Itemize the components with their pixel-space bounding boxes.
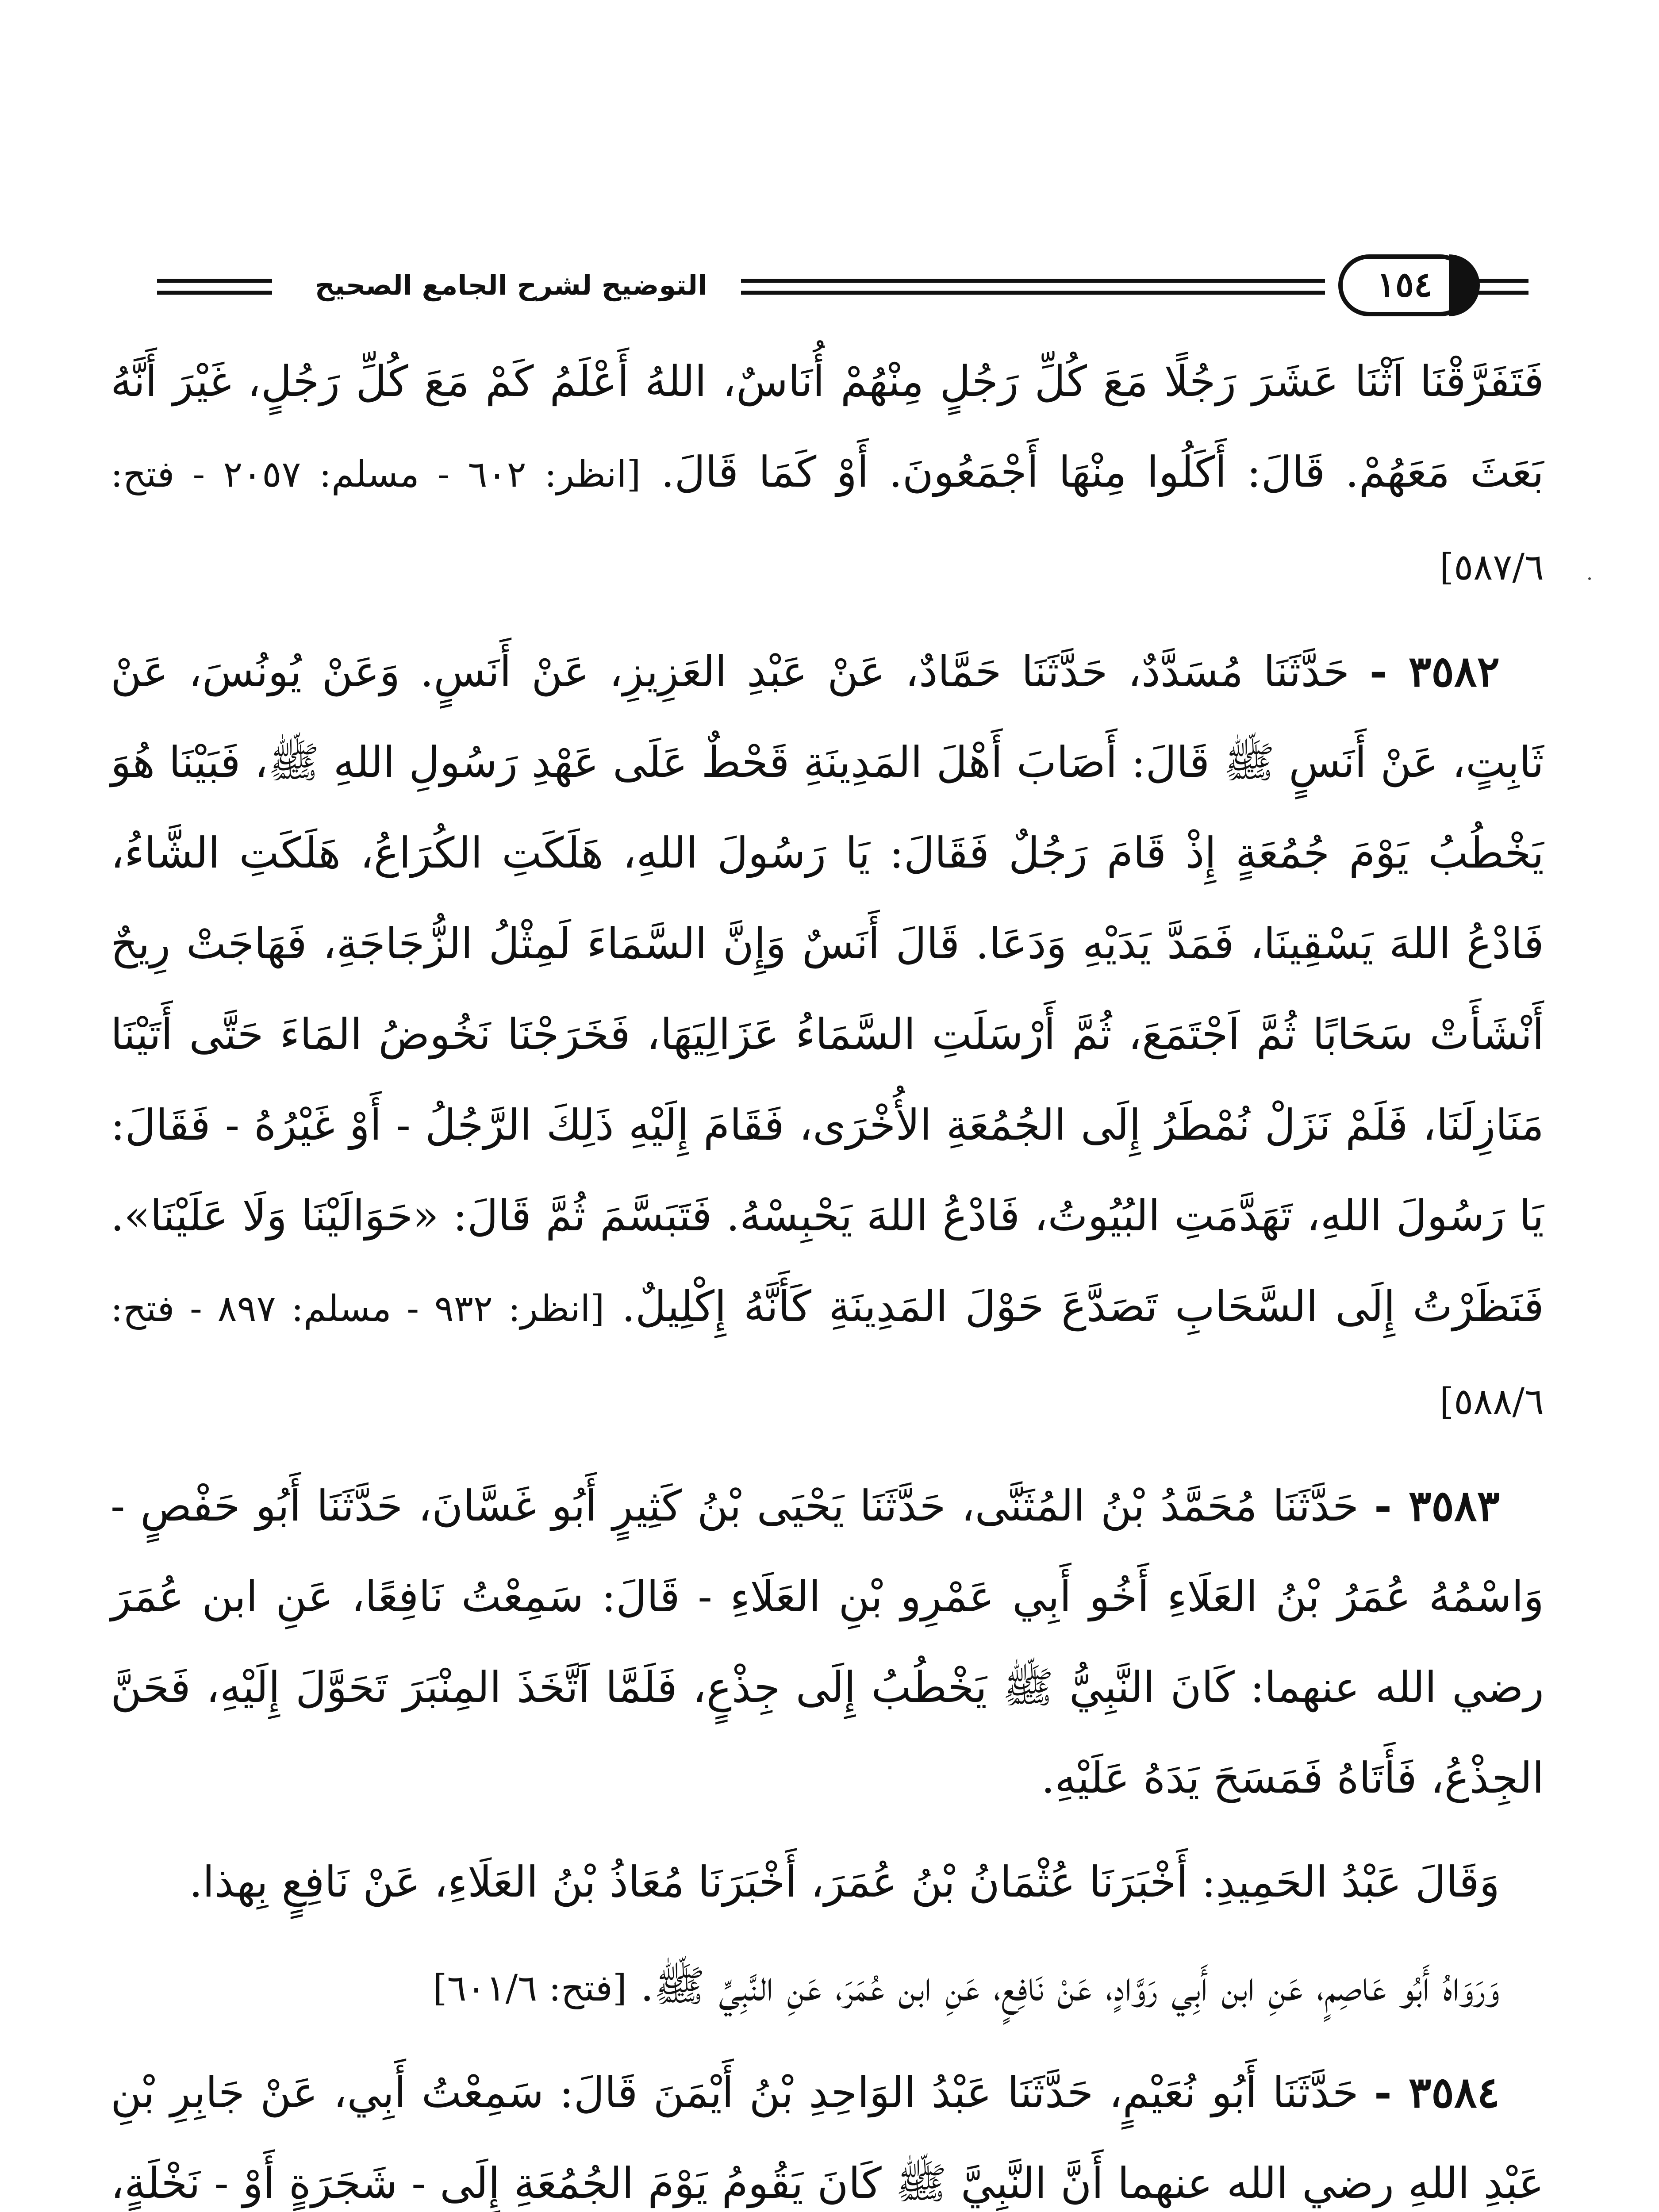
paragraph-text: حَدَّثَنَا أَبُو نُعَيْمٍ، حَدَّثَنَا عَبْدُ الوَاحِدِ بْنُ أَيْمَنَ قَالَ: سَمِعْتُ أَبِي، عَنْ جَابِرِ بْنِ عَبْدِ اللهِ رضي الله عنهما أَنَّ النَّبِيَّ ﷺ كَانَ يَقُومُ يَوْمَ الجُمُعَةِ إِلَى - شَجَرَةٍ أَوْ - نَخْلَةٍ، [111,2068,1544,2208]
margin-dot [1588,577,1591,580]
cross-reference: [فتح: ٦٠١/٦] [433,1967,627,2009]
hadith-number: ٣٥٨٣ - [1374,1481,1500,1531]
paragraph-text: فَتَفَرَّقْنَا اَثْنَا عَشَرَ رَجُلًا مَعَ كُلِّ رَجُلٍ مِنْهُمْ أُنَاسٌ، اللهُ أَعْلَمُ كَمْ مَعَ كُلِّ رَجُلٍ، غَيْرَ أَنَّهُ بَعَثَ مَعَهُمْ. قَالَ: أَكَلُوا مِنْهَا أَجْمَعُونَ. أَوْ كَمَا قَالَ. [111,357,1544,497]
hadith-3582 [111,626,1544,1447]
hadith-number: ٣٥٨٢ - [1369,646,1500,696]
hadith-3584 [111,2047,1544,2212]
header-rule-right [1467,279,1528,295]
cross-reference: [انظر: ٩٣٢ - مسلم: ٨٩٧ - فتح: ٥٨٨/٦] [111,1288,1544,1423]
paragraph-text: حَدَّثَنَا مُحَمَّدُ بْنُ المُثَنَّى، حَدَّثَنَا يَحْيَى بْنُ كَثِيرٍ أَبُو غَسَّانَ، حَدَّثَنَا أَبُو حَفْصٍ - وَاسْمُهُ عُمَرُ بْنُ العَلَاءِ أَخُو أَبِي عَمْرِو بْنِ العَلَاءِ - قَالَ: سَمِعْتُ نَافِعًا، عَنِ ابن عُمَرَ رضي الله عنهما: كَانَ النَّبِيُّ ﷺ يَخْطُبُ إِلَى جِذْعٍ، فَلَمَّا اَتَّخَذَ المِنْبَرَ تَحَوَّلَ إِلَيْهِ، فَحَنَّ الجِذْعُ، فَأَتَاهُ فَمَسَحَ يَدَهُ عَلَيْهِ. [111,1481,1544,1803]
narration-abu-asim [111,1941,1544,2034]
header-rule-middle [741,279,1325,295]
page-number: ١٥٤ [1338,254,1471,316]
paragraph-text: حَدَّثَنَا مُسَدَّدٌ، حَدَّثَنَا حَمَّادٌ، عَنْ عَبْدِ العَزِيزِ، عَنْ أَنَسٍ. وَعَنْ يُونُسَ، عَنْ ثَابِتٍ، عَنْ أَنَسٍ ﷺ قَالَ: أَصَابَ أَهْلَ المَدِينَةِ قَحْطٌ عَلَى عَهْدِ رَسُولِ اللهِ ﷺ، فَبَيْنَا هُوَ يَخْطُبُ يَوْمَ جُمُعَةٍ إِذْ قَامَ رَجُلٌ فَقَالَ: يَا رَسُولَ اللهِ، هَلَكَتِ الكُرَاعُ، هَلَكَتِ الشَّاءُ، فَادْعُ اللهَ يَسْقِينَا، فَمَدَّ يَدَيْهِ وَدَعَا. قَالَ أَنَسٌ وَإِنَّ السَّمَاءَ لَمِثْلُ الزُّجَاجَةِ، فَهَاجَتْ رِيحٌ أَنْشَأَتْ سَحَابًا ثُمَّ اَجْتَمَعَ، ثُمَّ أَرْسَلَتِ السَّمَاءُ عَزَالِيَهَا، فَخَرَجْنَا نَخُوضُ المَاءَ حَتَّى أَتَيْنَا مَنَازِلَنَا، فَلَمْ نَزَلْ نُمْطَرُ إِلَى الجُمُعَةِ الأُخْرَى، فَقَامَ إِلَيْهِ ذَلِكَ الرَّجُلُ - أَوْ غَيْرُهُ - فَقَالَ: يَا رَسُولَ اللهِ، تَهَدَّمَتِ البُيُوتُ، فَادْعُ اللهَ يَحْبِسْهُ. فَتَبَسَّمَ ثُمَّ قَالَ: «حَوَالَيْنَا وَلَا عَلَيْنَا». فَنَظَرْتُ إِلَى السَّحَابِ تَصَدَّعَ حَوْلَ المَدِينَةِ كَأَنَّهُ إِكْلِيلٌ. [111,647,1544,1331]
hadith-3583 [111,1460,1544,1824]
paragraph-text: وَقَالَ عَبْدُ الحَمِيدِ: أَخْبَرَنَا عُثْمَانُ بْنُ عُمَرَ، أَخْبَرَنَا مُعَاذُ بْنُ العَلَاءِ، عَنْ نَافِعٍ بِهذا. [189,1857,1500,1907]
paragraph-text: وَرَوَاهُ أَبُو عَاصِمٍ، عَنِ ابن أَبِي رَوَّادٍ، عَنْ نَافِعٍ، عَنِ ابن عُمَرَ، عَنِ النَّبِيِّ ﷺ. [640,1961,1500,2011]
cross-reference: [انظر: ٦٠٢ - مسلم: ٢٠٥٧ - فتح: ٥٨٧/٦] [111,453,1544,588]
book-title: التوضيح لشرح الجامع الصحيح [315,269,707,301]
hadith-number: ٣٥٨٤ - [1374,2067,1500,2117]
narration-abdulhamid [111,1837,1544,1928]
paragraph-continuation [111,336,1544,613]
header-rule-left [157,279,272,295]
page-body [111,336,1544,2212]
running-header [104,248,1528,323]
